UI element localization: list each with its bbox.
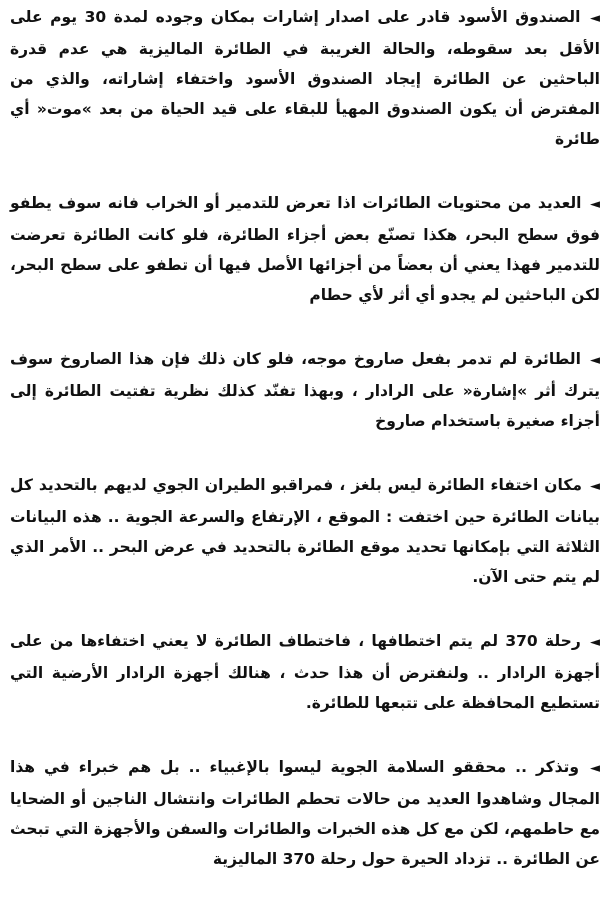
paragraph-missile-theory: [10, 344, 600, 436]
paragraph-black-box: [10, 2, 600, 154]
paragraph-hijacking: [10, 626, 600, 718]
paragraph-text: مكان اختفاء الطائرة ليس بلغز ، فمراقبو الطيران الجوي لديهم بالتحديد كل بيانات الطائرة حين اختفت : الموقع ، الإرتفاع والسرعة الجوية .. هذه البيانات الثلاثة التي بإمكانها تحديد موقع الطائرة بالتحديد في عرض البحر .. الأمر الذي لم يتم حتى الآن.: [10, 476, 600, 586]
paragraph-text: رحلة 370 لم يتم اختطافها ، فاختطاف الطائرة لا يعني اختفاءها من على أجهزة الرادار .. ولنفترض أن هذا حدث ، هنالك أجهزة الرادار الأرضية التي تستطيع المحافظة على تتبعها للطائرة.: [10, 632, 600, 712]
paragraph-floating-debris: [10, 188, 600, 310]
bullet-arrow-icon: ◄: [590, 479, 600, 494]
paragraph-disappearance-location: [10, 470, 600, 592]
bullet-arrow-icon: ◄: [590, 197, 600, 212]
bullet-arrow-icon: ◄: [590, 353, 600, 368]
paragraph-text: الصندوق الأسود قادر على اصدار إشارات بمكان وجوده لمدة 30 يوم على الأقل بعد سقوطه، والحالة الغريبة في الطائرة الماليزية هي عدم قدرة الباحثين عن الطائرة إيجاد الصندوق الأسود واختفاء إشاراته، والذي من المفترض أن يكون الصندوق المهيأ للبقاء على قيد الحياة من بعد »موت« أي طائرة: [10, 8, 600, 148]
paragraph-text: العديد من محتويات الطائرات اذا تعرض للتدمير أو الخراب فانه سوف يطفو فوق سطح البحر، هكذا تصنّع بعض أجزاء الطائرة، فلو كانت الطائرة تعرضت للتدمير فهذا يعني أن بعضاً من أجزائها الأصل فيها أن تطفو على سطح البحر، لكن الباحثين لم يجدو أي أثر لأي حطام: [10, 194, 600, 304]
paragraph-text: وتذكر .. محققو السلامة الجوية ليسوا بالإغبياء .. بل هم خبراء في هذا المجال وشاهدوا العديد من حالات تحطم الطائرات وانتشال الناجين أو الضحايا مع حاطمهم، لكن مع كل هذه الخبرات والطائرات والسفن والأجهزة التي تبحث عن الطائرة .. تزداد الحيرة حول رحلة 370 الماليزية: [10, 758, 600, 868]
bullet-arrow-icon: ◄: [590, 761, 600, 776]
bullet-arrow-icon: ◄: [590, 635, 600, 650]
bullet-arrow-icon: ◄: [590, 11, 600, 26]
paragraph-text: الطائرة لم تدمر بفعل صاروخ موجه، فلو كان ذلك فإن هذا الصاروخ سوف يترك أثر »إشارة« على الرادار ، وبهذا تفنّد كذلك نظرية تفتيت الطائرة إلى أجزاء صغيرة باستخدام صاروخ: [10, 350, 600, 430]
paragraph-investigators: [10, 752, 600, 874]
